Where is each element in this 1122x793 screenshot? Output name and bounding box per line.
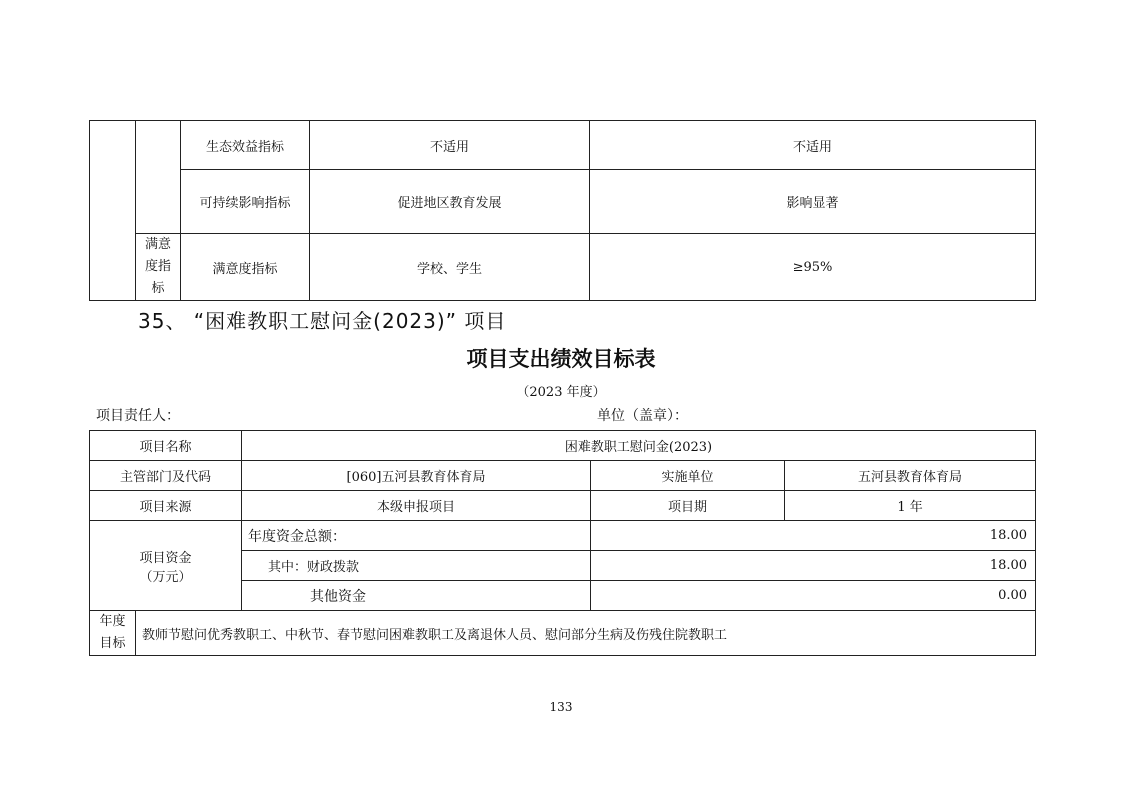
- annual-goal-label: [90, 611, 136, 656]
- category-line: 度指: [144, 259, 171, 274]
- period-value: 1 年: [785, 491, 1036, 521]
- first-level-indicator-cell: [90, 121, 136, 301]
- dept-value: [060]五河县教育体育局: [242, 461, 591, 491]
- category-line: 标: [151, 281, 165, 296]
- indicator-value: 不适用: [590, 121, 1036, 170]
- unit-seal-label: 单位（盖章）：: [597, 408, 688, 424]
- impl-unit-label: 实施单位: [591, 461, 785, 491]
- source-value: 本级申报项目: [242, 491, 591, 521]
- second-level-indicator-cell: [136, 121, 181, 234]
- annual-goal-text: 教师节慰问优秀教职工、中秋节、春节慰问困难教职工及离退休人员、慰问部分生病及伤残住院教职工: [136, 611, 1036, 656]
- satisfaction-category-cell: [136, 234, 181, 301]
- indicator-name: 可持续影响指标: [181, 170, 310, 234]
- category-line: 满意: [144, 237, 171, 252]
- performance-indicator-table-continued: [89, 120, 1036, 301]
- table-title: 项目支出绩效目标表: [466, 347, 656, 371]
- funds-label-line: （万元）: [139, 569, 192, 585]
- responsible-person-label: 项目责任人：: [96, 408, 180, 424]
- project-name-value: 困难教职工慰问金(2023): [242, 431, 1036, 461]
- table-year: （2023 年度）: [516, 385, 606, 400]
- source-label: 项目来源: [90, 491, 242, 521]
- fiscal-funds-value: 18.00: [591, 551, 1036, 581]
- goal-label-line: 年度: [99, 614, 126, 629]
- impl-unit-value: 五河县教育体育局: [785, 461, 1036, 491]
- project-heading: 35、 “困难教职工慰问金(2023)” 项目: [138, 309, 507, 333]
- total-funds-label: 年度资金总额：: [242, 521, 591, 551]
- other-funds-label: 其他资金: [242, 581, 591, 611]
- project-name-label: 项目名称: [90, 431, 242, 461]
- indicator-target: 学校、学生: [310, 234, 590, 301]
- indicator-value: 影响显著: [590, 170, 1036, 234]
- other-funds-value: 0.00: [591, 581, 1036, 611]
- period-label: 项目期: [591, 491, 785, 521]
- indicator-name: 满意度指标: [181, 234, 310, 301]
- page-number: 133: [549, 700, 573, 714]
- total-funds-value: 18.00: [591, 521, 1036, 551]
- goal-label-line: 目标: [99, 636, 126, 651]
- funds-label: [90, 521, 242, 611]
- indicator-target: 不适用: [310, 121, 590, 170]
- indicator-value: ≥95%: [590, 234, 1036, 301]
- indicator-name: 生态效益指标: [181, 121, 310, 170]
- funds-label-line: 项目资金: [139, 550, 192, 566]
- dept-label: 主管部门及代码: [90, 461, 242, 491]
- indicator-target: 促进地区教育发展: [310, 170, 590, 234]
- project-expenditure-table: [89, 430, 1036, 656]
- fiscal-funds-label: 其中：财政拨款: [242, 551, 591, 581]
